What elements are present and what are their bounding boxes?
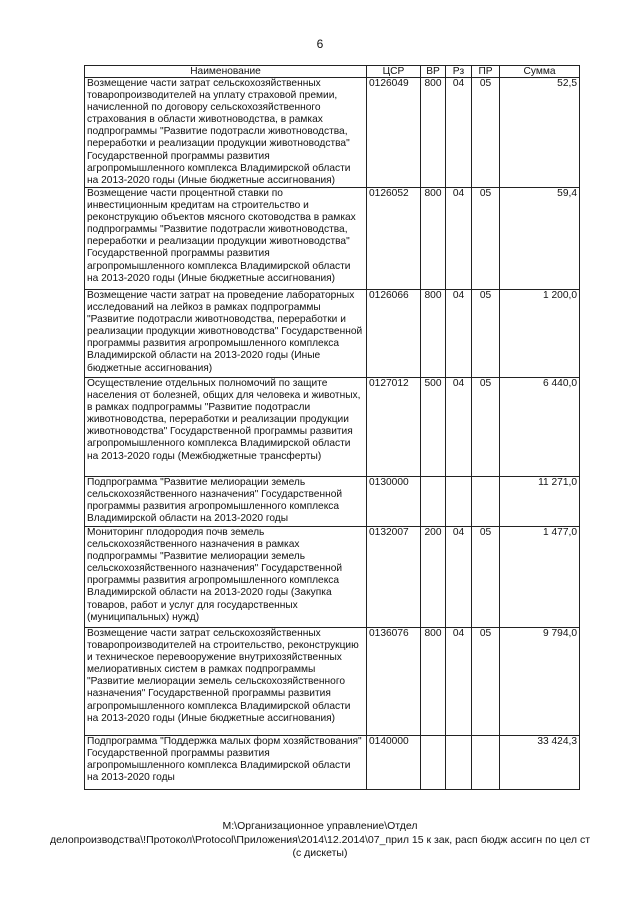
table-row <box>85 527 580 628</box>
row-vr: 800 <box>421 290 446 378</box>
row-sum: 59,4 <box>500 188 580 290</box>
row-csr: 0126066 <box>367 290 421 378</box>
row-vr: 800 <box>421 628 446 736</box>
row-sum: 9 794,0 <box>500 628 580 736</box>
row-sum: 1 477,0 <box>500 527 580 628</box>
row-vr <box>421 736 446 790</box>
header-csr: ЦСР <box>367 66 421 78</box>
row-rz: 04 <box>446 527 472 628</box>
row-name: Подпрограмма "Поддержка малых форм хозяйствования" Государственной программы развития агропромышленного комплекса Владимирской области на 2013-2020 годы <box>85 736 367 790</box>
header-rz: Рз <box>446 66 472 78</box>
row-csr: 0132007 <box>367 527 421 628</box>
header-pr: ПР <box>472 66 500 78</box>
row-vr: 800 <box>421 78 446 188</box>
table-row <box>85 188 580 290</box>
row-rz: 04 <box>446 290 472 378</box>
row-pr: 05 <box>472 378 500 477</box>
table-row <box>85 78 580 188</box>
row-pr: 05 <box>472 527 500 628</box>
header-vr: ВР <box>421 66 446 78</box>
row-pr: 05 <box>472 628 500 736</box>
row-pr: 05 <box>472 188 500 290</box>
row-sum: 33 424,3 <box>500 736 580 790</box>
row-vr: 200 <box>421 527 446 628</box>
footer-line-3: (с дискеты) <box>292 847 348 859</box>
file-path-footer <box>0 820 640 861</box>
row-csr: 0130000 <box>367 477 421 527</box>
row-pr <box>472 736 500 790</box>
table-header-row <box>85 66 580 78</box>
row-sum: 1 200,0 <box>500 290 580 378</box>
row-sum: 6 440,0 <box>500 378 580 477</box>
row-vr <box>421 477 446 527</box>
row-csr: 0140000 <box>367 736 421 790</box>
row-pr: 05 <box>472 78 500 188</box>
footer-line-2: делопроизводства\!Протокол\Protocol\Приложения\2014\12.2014\07_прил 15 к зак, расп бюдж ассигн по цел ст <box>49 833 591 846</box>
row-csr: 0136076 <box>367 628 421 736</box>
row-rz <box>446 736 472 790</box>
footer-line-1: M:\Организационное управление\Отдел <box>222 820 418 832</box>
row-pr <box>472 477 500 527</box>
table-row <box>85 378 580 477</box>
row-sum: 52,5 <box>500 78 580 188</box>
row-name: Возмещение части затрат сельскохозяйственных товаропроизводителей на уплату страховой премии, начисленной по договору сельскохозяйственного страхования в области животноводства, в рамках подпрограммы "Развитие подотрасли животноводства, переработки и реализации продукции животноводства" Государственной программы развития агропромышленного комплекса Владимирской области на 2013-2020 годы (Иные бюджетные ассигнования) <box>85 78 367 188</box>
page-number: 6 <box>316 37 324 51</box>
header-sum: Сумма <box>500 66 580 78</box>
row-rz: 04 <box>446 78 472 188</box>
table-row <box>85 290 580 378</box>
row-csr: 0126052 <box>367 188 421 290</box>
table-row <box>85 628 580 736</box>
row-name: Мониторинг плодородия почв земель сельскохозяйственного назначения в рамках подпрограммы "Развитие мелиорации земель сельскохозяйственного назначения" Государственной программы развития агропромышленного комплекса Владимирской области на 2013-2020 годы (Закупка товаров, работ и услуг для государственных (муниципальных) нужд) <box>85 527 367 628</box>
row-name: Возмещение части затрат сельскохозяйственных товаропроизводителей на строительство, реконструкцию и техническое перевооружение внутрихозяйственных мелиоративных систем в рамках подпрограммы "Развитие мелиорации земель сельскохозяйственного назначения" Государственной программы развития агропромышленного комплекса Владимирской области на 2013-2020 годы (Иные бюджетные ассигнования) <box>85 628 367 736</box>
row-name: Возмещение части затрат на проведение лабораторных исследований на лейкоз в рамках подпрограммы "Развитие подотрасли животноводства, переработки и реализации продукции животноводства" Государственной программы развития агропромышленного комплекса Владимирской области на 2013-2020 годы (Иные бюджетные ассигнования) <box>85 290 367 378</box>
row-pr: 05 <box>472 290 500 378</box>
row-name: Возмещение части процентной ставки по инвестиционным кредитам на строительство и реконструкцию объектов мясного скотоводства в рамках подпрограммы "Развитие подотрасли животноводства, переработки и реализации продукции животноводства" Государственной программы развития агропромышленного комплекса Владимирской области на 2013-2020 годы (Иные бюджетные ассигнования) <box>85 188 367 290</box>
row-vr: 800 <box>421 188 446 290</box>
row-sum: 11 271,0 <box>500 477 580 527</box>
row-csr: 0126049 <box>367 78 421 188</box>
row-name: Подпрограмма "Развитие мелиорации земель сельскохозяйственного назначения" Государственной программы развития агропромышленного комплекса Владимирской области на 2013-2020 годы <box>85 477 367 527</box>
row-vr: 500 <box>421 378 446 477</box>
row-name: Осуществление отдельных полномочий по защите населения от болезней, общих для человека и животных, в рамках подпрограммы "Развитие подотрасли животноводства, переработки и реализации продукции животноводства" Государственной программы развития агропромышленного комплекса Владимирской области на 2013-2020 годы (Межбюджетные трансферты) <box>85 378 367 477</box>
row-rz <box>446 477 472 527</box>
budget-table <box>84 65 580 790</box>
row-rz: 04 <box>446 378 472 477</box>
row-rz: 04 <box>446 188 472 290</box>
table-row <box>85 477 580 527</box>
table-row <box>85 736 580 790</box>
row-rz: 04 <box>446 628 472 736</box>
header-name: Наименование <box>85 66 367 78</box>
row-csr: 0127012 <box>367 378 421 477</box>
